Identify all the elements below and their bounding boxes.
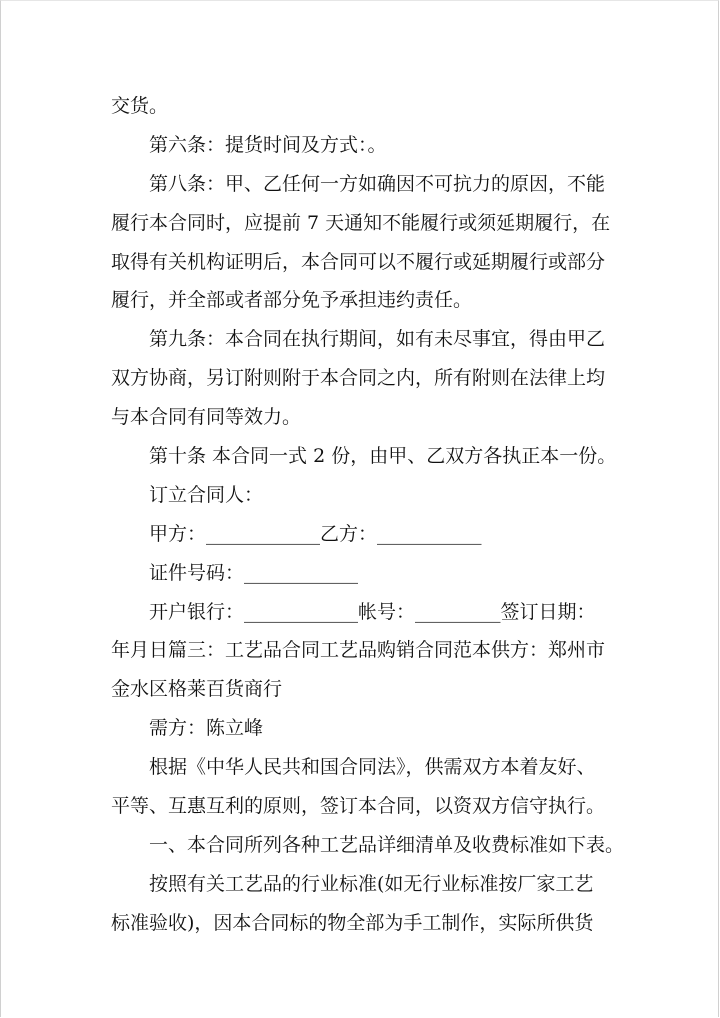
text-line: 第六条：提货时间及方式：。 (149, 133, 387, 156)
text-line: 需方：陈立峰 (149, 717, 264, 740)
text-line: 履行本合同时，应提前 7 天通知不能履行或须延期履行，在 (111, 211, 611, 234)
text-line: 平等、互惠互利的原则，签订本合同，以资双方信守执行。 (111, 795, 606, 818)
text-line: 第十条 本合同一式 2 份，由甲、乙双方各执正本一份。 (149, 445, 617, 468)
text-line: 标准验收)，因本合同标的物全部为手工制作，实际所供货 (111, 911, 594, 934)
document-body (111, 87, 625, 943)
text-line: 第九条：本合同在执行期间，如有未尽事宜，得由甲乙 (149, 328, 606, 351)
text-line: 甲方：____________乙方：___________ (149, 522, 482, 545)
text-line: 取得有关机构证明后，本合同可以不履行或延期履行或部分 (111, 250, 606, 273)
text-line: 一、本合同所列各种工艺品详细清单及收费标准如下表。 (149, 833, 625, 856)
text-line: 第八条：甲、乙任何一方如确因不可抗力的原因，不能 (149, 172, 606, 195)
text-line: 双方协商，另订附则附于本合同之内，所有附则在法律上均 (111, 367, 606, 390)
text-line: 开户银行：____________帐号：_________签订日期： (149, 600, 596, 623)
text-line: 交货。 (111, 95, 169, 117)
text-line: 金水区格莱百货商行 (111, 678, 283, 701)
text-line: 订立合同人： (149, 483, 264, 506)
text-line: 证件号码：____________ (149, 561, 359, 584)
text-line: 与本合同有同等效力。 (111, 406, 302, 429)
text-line: 按照有关工艺品的行业标准(如无行业标准按厂家工艺 (149, 872, 594, 895)
text-line: 根据《中华人民共和国合同法》，供需双方本着友好、 (149, 756, 596, 779)
text-line: 年月日篇三：工艺品合同工艺品购销合同范本供方：郑州市 (111, 639, 606, 662)
text-line: 履行，并全部或者部分免予承担违约责任。 (111, 289, 473, 312)
